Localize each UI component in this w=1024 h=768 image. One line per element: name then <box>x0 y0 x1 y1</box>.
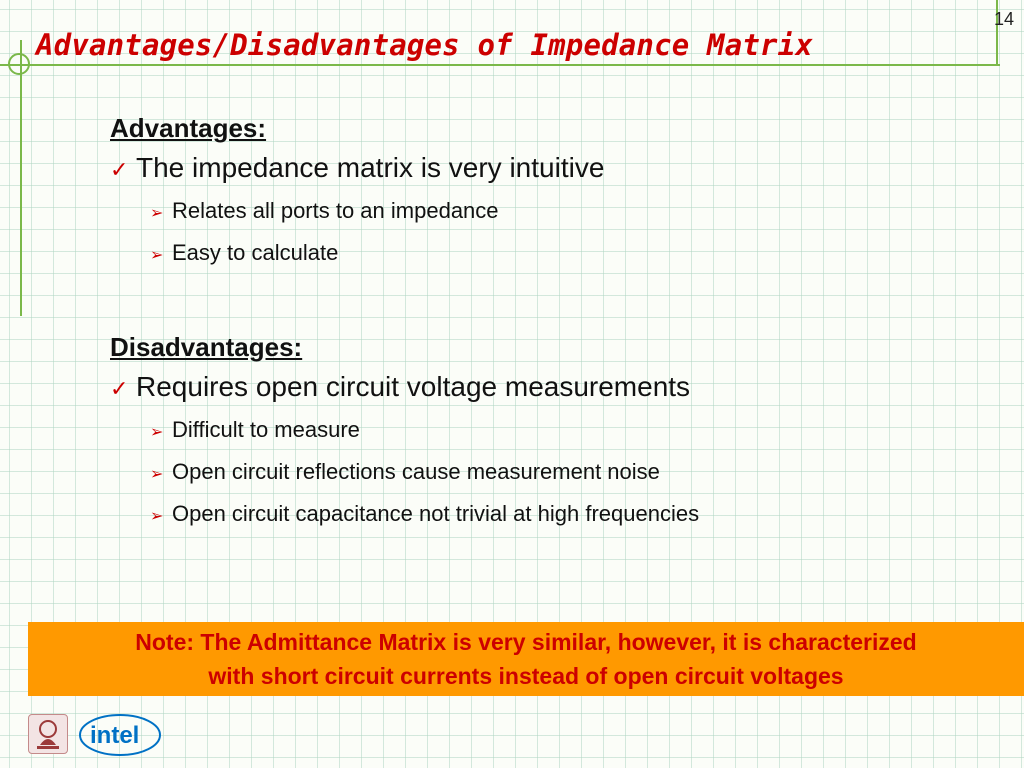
note-box <box>28 622 1024 696</box>
intel-logo-text: intel <box>90 722 140 749</box>
advantages-subpoint <box>150 233 990 275</box>
disadvantages-subpoint-text: Open circuit reflections cause measurement noise <box>172 459 660 484</box>
note-line-1: Note: The Admittance Matrix is very similar, however, it is characterized <box>135 629 917 655</box>
disadvantages-section <box>110 327 990 536</box>
title-rule-horizontal <box>0 64 1000 66</box>
arrowhead-icon: ➢ <box>150 203 164 222</box>
advantages-section <box>110 108 990 275</box>
disadvantages-heading: Disadvantages: <box>110 332 303 362</box>
disadvantages-point <box>110 367 990 410</box>
corner-circle-decoration <box>8 53 30 75</box>
disadvantages-subpoint <box>150 410 990 452</box>
disadvantages-point-text: Requires open circuit voltage measurements <box>136 371 691 402</box>
intel-logo <box>78 712 164 758</box>
advantages-heading: Advantages: <box>110 113 267 143</box>
slide-body <box>110 108 990 536</box>
title-rule-vertical-left <box>20 40 22 316</box>
disadvantages-subpoint <box>150 494 990 536</box>
arrowhead-icon: ➢ <box>150 506 164 525</box>
note-line-2: with short circuit currents instead of open circuit voltages <box>208 663 844 689</box>
advantages-subpoint-text: Easy to calculate <box>172 240 339 265</box>
disadvantages-subpoint-text: Open circuit capacitance not trivial at high frequencies <box>172 501 700 526</box>
checkmark-icon: ✓ <box>110 158 129 183</box>
section-spacer <box>110 275 990 327</box>
footer-logos <box>18 710 158 760</box>
disadvantages-subpoint <box>150 452 990 494</box>
advantages-subpoint <box>150 191 990 233</box>
page-number: 14 <box>993 9 1014 29</box>
advantages-subpoint-text: Relates all ports to an impedance <box>172 198 499 223</box>
university-seal-logo <box>28 714 68 754</box>
arrowhead-icon: ➢ <box>150 464 164 483</box>
advantages-point-text: The impedance matrix is very intuitive <box>136 152 605 183</box>
arrowhead-icon: ➢ <box>150 245 164 264</box>
arrowhead-icon: ➢ <box>150 422 164 441</box>
slide-title: Advantages/Disadvantages of Impedance Matrix <box>36 28 814 62</box>
checkmark-icon: ✓ <box>110 377 129 402</box>
disadvantages-subpoint-text: Difficult to measure <box>172 417 360 442</box>
advantages-point <box>110 148 990 191</box>
